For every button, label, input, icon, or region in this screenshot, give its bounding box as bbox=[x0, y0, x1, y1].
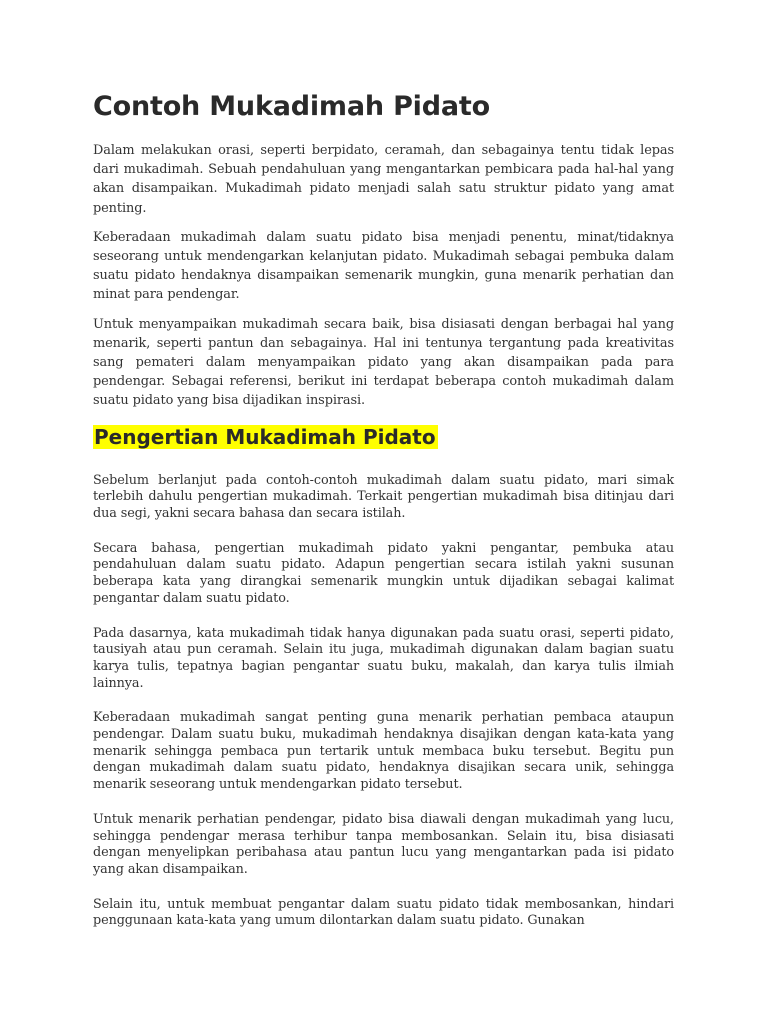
intro-paragraph: Keberadaan mukadimah dalam suatu pidato bisa menjadi penentu, minat/tidaknya seseorang untuk mendengarkan kelanjutan pidato. Mukadimah sebagai pembuka dalam suatu pidato hendaknya disampaikan semenarik mungkin, guna menarik perhatian dan minat para pendengar. bbox=[93, 229, 674, 303]
section-heading-text: Pengertian Mukadimah Pidato bbox=[94, 424, 436, 449]
section-paragraph: Keberadaan mukadimah sangat penting guna menarik perhatian pembaca ataupun pendengar. Dalam suatu buku, mukadimah hendaknya disajikan dengan kata-kata yang menarik sehingga pembaca pun tertarik untuk membaca buku tersebut. Begitu pun dengan mukadimah dalam suatu pidato, hendaknya disajikan secara unik, sehingga menarik seseorang untuk mendengarkan pidato tersebut. bbox=[93, 710, 674, 793]
document-page bbox=[93, 86, 674, 948]
intro-paragraph: Dalam melakukan orasi, seperti berpidato, ceramah, dan sebagainya tentu tidak lepas dari mukadimah. Sebuah pendahuluan yang mengantarkan pembicara pada hal-hal yang akan disampaikan. Mukadimah pidato menjadi salah satu struktur pidato yang amat penting. bbox=[93, 143, 674, 216]
section-paragraph: Secara bahasa, pengertian mukadimah pidato yakni pengantar, pembuka atau pendahuluan dalam suatu pidato. Adapun pengertian secara istilah yakni susunan beberapa kata yang dirangkai semenarik mungkin untuk dijadikan sebagai kalimat pengantar dalam suatu pidato. bbox=[93, 540, 674, 606]
page-title: Contoh Mukadimah Pidato bbox=[93, 91, 490, 122]
section-paragraph: Selain itu, untuk membuat pengantar dalam suatu pidato tidak membosankan, hindari penggunaan kata-kata yang umum dilontarkan dalam suatu pidato. Gunakan bbox=[93, 896, 674, 929]
section-heading bbox=[93, 423, 674, 451]
intro-paragraph: Untuk menyampaikan mukadimah secara baik, bisa disiasati dengan berbagai hal yang menarik, seperti pantun dan sebagainya. Hal ini tentunya tergantung pada kreativitas sang pemateri dalam menyampaikan pidato yang akan disampaikan pada para pendengar. Sebagai referensi, berikut ini terdapat beberapa contoh mukadimah dalam suatu pidato yang bisa dijadikan inspirasi. bbox=[93, 316, 674, 409]
section-paragraph: Pada dasarnya, kata mukadimah tidak hanya digunakan pada suatu orasi, seperti pidato, tausiyah atau pun ceramah. Selain itu juga, mukadimah digunakan dalam bagian suatu karya tulis, tepatnya bagian pengantar suatu buku, makalah, dan karya tulis ilmiah lainnya. bbox=[93, 625, 674, 691]
section-paragraph: Untuk menarik perhatian pendengar, pidato bisa diawali dengan mukadimah yang lucu, sehingga pendengar merasa terhibur tanpa membosankan. Selain itu, bisa disiasati dengan menyelipkan peribahasa atau pantun lucu yang mengantarkan pada isi pidato yang akan disampaikan. bbox=[93, 811, 674, 877]
section-paragraph: Sebelum berlanjut pada contoh-contoh mukadimah dalam suatu pidato, mari simak terlebih dahulu pengertian mukadimah. Terkait pengertian mukadimah bisa ditinjau dari dua segi, yakni secara bahasa dan secara istilah. bbox=[93, 472, 674, 522]
